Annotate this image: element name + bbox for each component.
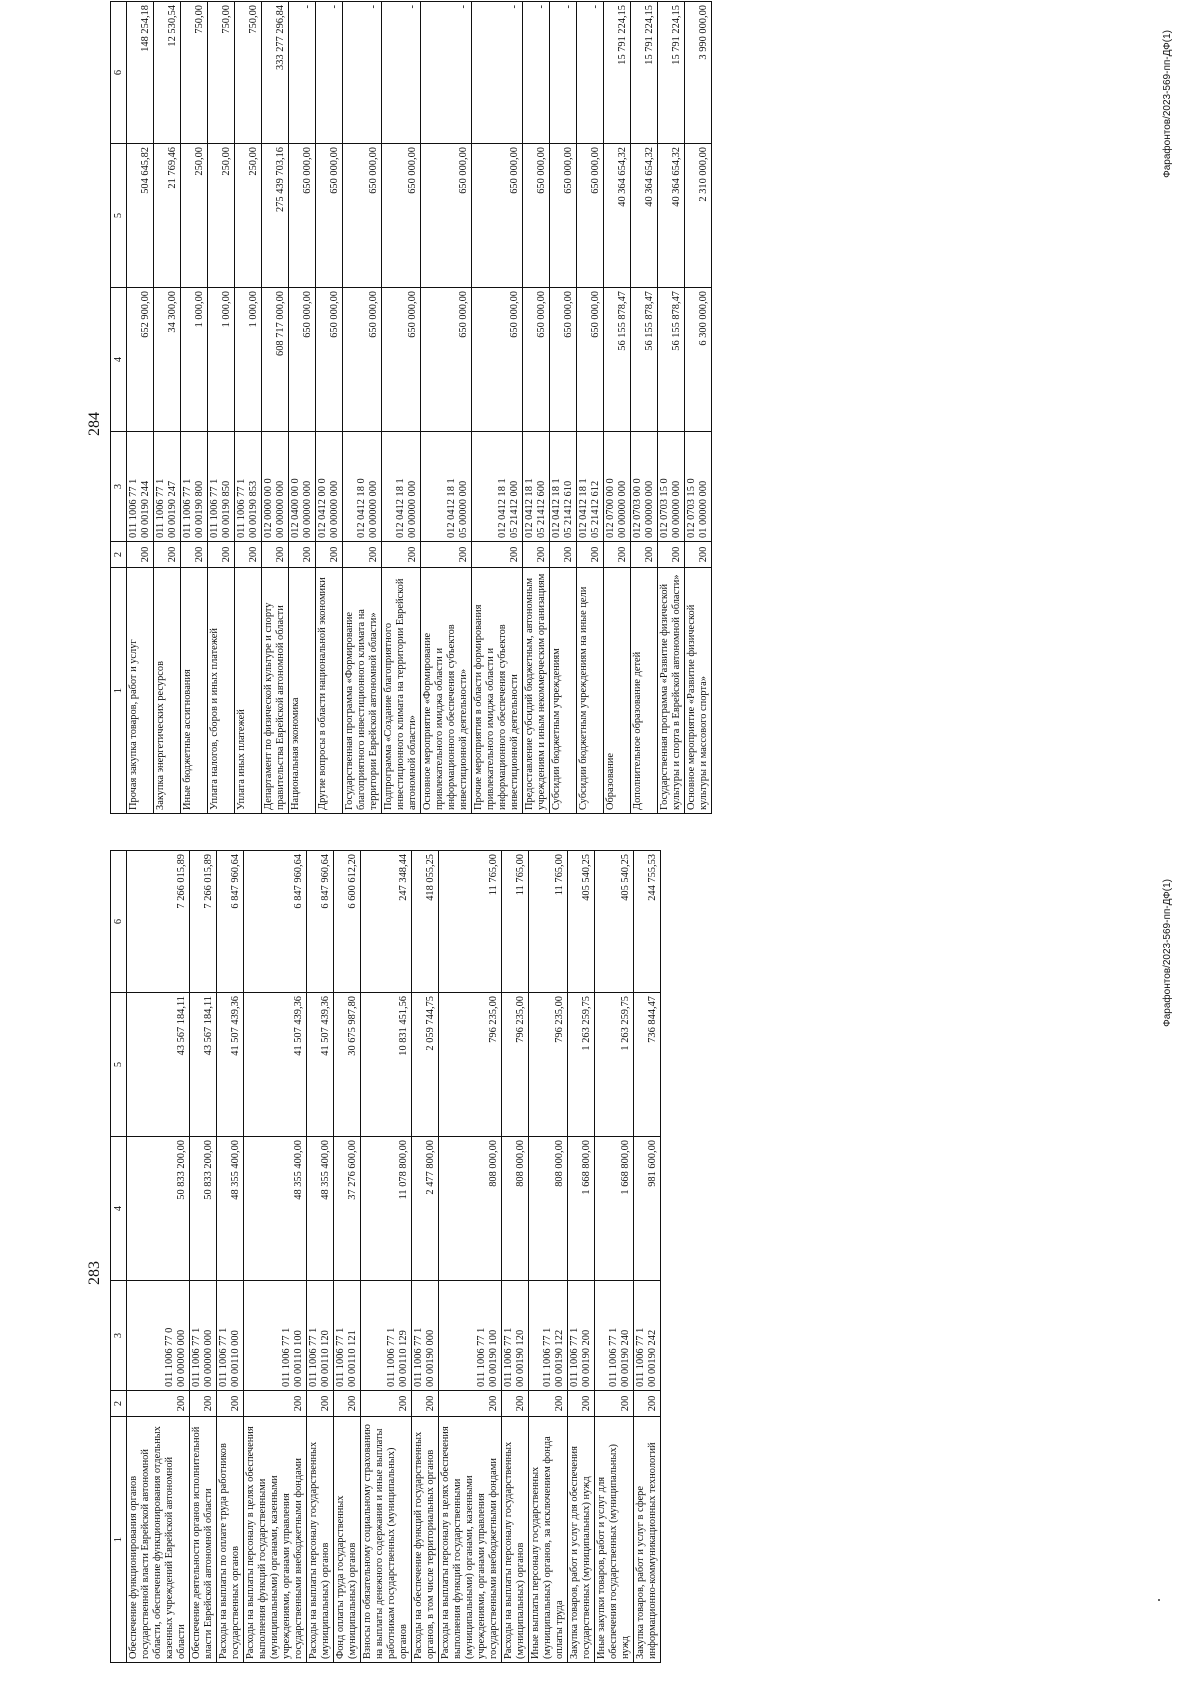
column-header: 3 [111, 1281, 127, 1391]
executed-amount: 650 000,00 [577, 144, 604, 288]
planned-amount: 808 000,00 [529, 1137, 568, 1281]
planned-amount: 650 000,00 [421, 288, 472, 432]
planned-amount: 652 900,00 [127, 288, 154, 432]
section-code: 200 [685, 542, 712, 568]
table-row [472, 2, 523, 814]
remaining-amount: - [472, 2, 523, 144]
budget-table [110, 1, 712, 814]
planned-amount: 48 355 400,00 [244, 1137, 307, 1281]
table-row [127, 851, 190, 1663]
page-number: 284 [86, 412, 103, 436]
expense-item-name: Уплата иных платежей [235, 568, 262, 814]
classification-code: 012 0412 18 1 05 21412 610 [550, 432, 577, 542]
expense-item-name: Расходы на выплаты персоналу в целях обеспечения выполнения функций государственными (муниципальными) органами, казенными учреждениями, органами управления государственными внебюджетными фондами [244, 1417, 307, 1663]
planned-amount: 50 833 200,00 [127, 1137, 190, 1281]
column-header: 2 [111, 1391, 127, 1417]
classification-code: 011 1006 77 1 00 00190 850 [208, 432, 235, 542]
classification-code: 012 0412 18 1 05 21412 600 [523, 432, 550, 542]
table-body [127, 851, 661, 1663]
executed-amount: 650 000,00 [472, 144, 523, 288]
remaining-amount: 6 600 612,20 [334, 851, 361, 993]
planned-amount: 2 477 800,00 [412, 1137, 439, 1281]
section-code: 200 [307, 1391, 334, 1417]
expense-item-name: Расходы на выплаты персоналу в целях обеспечения выполнения функций государственными (муниципальными) органами, казенными учреждениями, органами управления государственными внебюджетными фондами [439, 1417, 502, 1663]
expense-item-name: Иные бюджетные ассигнования [181, 568, 208, 814]
planned-amount: 650 000,00 [289, 288, 316, 432]
planned-amount: 37 276 600,00 [334, 1137, 361, 1281]
executed-amount: 43 567 184,11 [127, 993, 190, 1137]
table-row [658, 2, 685, 814]
classification-code: 011 1006 77 1 00 00190 247 [154, 432, 181, 542]
section-code: 200 [550, 542, 577, 568]
classification-code: 011 1006 77 1 00 00110 129 [361, 1281, 412, 1391]
expense-item-name: Государственная программа «Формирование благоприятного инвестиционного климата на территории Еврейской автономной области» [343, 568, 382, 814]
column-header: 6 [111, 2, 127, 144]
table-row [685, 2, 712, 814]
expense-item-name: Подпрограмма «Создание благоприятного инвестиционного климата на территории Еврейской автономной области» [382, 568, 421, 814]
column-header: 1 [111, 1417, 127, 1663]
table-row [550, 2, 577, 814]
table-row [634, 851, 661, 1663]
remaining-amount: 244 755,53 [634, 851, 661, 993]
table-row [439, 851, 502, 1663]
executed-amount: 1 263 259,75 [568, 993, 595, 1137]
executed-amount: 250,00 [235, 144, 262, 288]
table-row [595, 851, 634, 1663]
section-code: 200 [568, 1391, 595, 1417]
section-code: 200 [127, 542, 154, 568]
remaining-amount: 418 055,25 [412, 851, 439, 993]
planned-amount: 1 000,00 [181, 288, 208, 432]
section-code: 200 [523, 542, 550, 568]
expense-item-name: Обеспечение функционирования органов государственной власти Еврейской автономной области, обеспечение функционирования отдельных казенных учреждений Еврейской автономной области [127, 1417, 190, 1663]
executed-amount: 736 844,47 [634, 993, 661, 1137]
executed-amount: 40 364 654,32 [604, 144, 631, 288]
classification-code: 012 0703 00 0 00 00000 000 [631, 432, 658, 542]
remaining-amount: 333 277 296,84 [262, 2, 289, 144]
expense-item-name: Обеспечение деятельности органов исполнительной власти Еврейской автономной области [190, 1417, 217, 1663]
section-code: 200 [262, 542, 289, 568]
remaining-amount: 247 348,44 [361, 851, 412, 993]
document-footer: Фарафонтов/2023-569-пп-ДФ(1) [1162, 30, 1173, 178]
table-row [127, 2, 154, 814]
table-row [217, 851, 244, 1663]
planned-amount: 981 600,00 [634, 1137, 661, 1281]
classification-code: 012 0412 18 1 05 21412 000 [472, 432, 523, 542]
remaining-amount: 750,00 [235, 2, 262, 144]
planned-amount: 808 000,00 [502, 1137, 529, 1281]
page-number: 283 [86, 1261, 103, 1285]
table-row [244, 851, 307, 1663]
classification-code: 011 1006 77 1 00 00000 000 [190, 1281, 217, 1391]
section-code: 200 [595, 1391, 634, 1417]
remaining-amount: 7 266 015,89 [190, 851, 217, 993]
column-header: 2 [111, 542, 127, 568]
expense-item-name: Предоставление субсидий бюджетным, автономным учреждениям и иным некоммерческим организациям [523, 568, 550, 814]
expense-item-name: Основное мероприятие «Формирование привлекательного имиджа области и информационного обеспечения субъектов инвестиционной деятельности» [421, 568, 472, 814]
table-row [262, 2, 289, 814]
section-code: 200 [361, 1391, 412, 1417]
table-header [111, 2, 127, 814]
expense-item-name: Закупка товаров, работ и услуг для обеспечения государственных (муниципальных) нужд [568, 1417, 595, 1663]
column-header: 3 [111, 432, 127, 542]
classification-code: 011 1006 77 1 00 00110 120 [307, 1281, 334, 1391]
table-row [190, 851, 217, 1663]
expense-item-name: Другие вопросы в области национальной экономики [316, 568, 343, 814]
table-row [631, 2, 658, 814]
expense-item-name: Дополнительное образование детей [631, 568, 658, 814]
classification-code: 011 1006 77 1 00 00110 000 [217, 1281, 244, 1391]
expense-item-name: Государственная программа «Развитие физической культуры и спорта в Еврейской автономной области» [658, 568, 685, 814]
section-code: 200 [631, 542, 658, 568]
remaining-amount: 15 791 224,15 [631, 2, 658, 144]
executed-amount: 504 645,82 [127, 144, 154, 288]
remaining-amount: - [577, 2, 604, 144]
table-row [334, 851, 361, 1663]
planned-amount: 11 078 800,00 [361, 1137, 412, 1281]
classification-code: 011 1006 77 1 00 00190 120 [502, 1281, 529, 1391]
table-row [235, 2, 262, 814]
planned-amount: 56 155 878,47 [604, 288, 631, 432]
classification-code: 011 1006 77 1 00 00190 122 [529, 1281, 568, 1391]
remaining-amount: - [343, 2, 382, 144]
expense-item-name: Субсидии бюджетным учреждениям [550, 568, 577, 814]
table-row [181, 2, 208, 814]
executed-amount: 30 675 987,80 [334, 993, 361, 1137]
section-code: 200 [235, 542, 262, 568]
classification-code: 011 1006 77 1 00 00190 200 [568, 1281, 595, 1391]
section-code: 200 [412, 1391, 439, 1417]
section-code: 200 [439, 1391, 502, 1417]
classification-code: 011 1006 77 1 00 00190 800 [181, 432, 208, 542]
table-row [154, 2, 181, 814]
planned-amount: 1 000,00 [208, 288, 235, 432]
executed-amount: 41 507 439,36 [307, 993, 334, 1137]
remaining-amount: - [550, 2, 577, 144]
remaining-amount: 3 990 000,00 [685, 2, 712, 144]
planned-amount: 1 000,00 [235, 288, 262, 432]
expense-item-name: Иные закупки товаров, работ и услуг для обеспечения государственных (муниципальных) нужд [595, 1417, 634, 1663]
classification-code: 011 1006 77 1 00 00190 853 [235, 432, 262, 542]
executed-amount: 796 235,00 [439, 993, 502, 1137]
remaining-amount: - [316, 2, 343, 144]
executed-amount: 250,00 [181, 144, 208, 288]
table-row [412, 851, 439, 1663]
classification-code: 011 1006 77 0 00 00000 000 [127, 1281, 190, 1391]
page-left [0, 849, 1200, 1697]
section-code: 200 [154, 542, 181, 568]
table-row [577, 2, 604, 814]
table-row [382, 2, 421, 814]
section-code: 200 [190, 1391, 217, 1417]
remaining-amount: 11 765,00 [502, 851, 529, 993]
expense-item-name: Образование [604, 568, 631, 814]
expense-item-name: Уплата налогов, сборов и иных платежей [208, 568, 235, 814]
planned-amount: 6 300 000,00 [685, 288, 712, 432]
table-header [111, 851, 127, 1663]
section-code: 200 [208, 542, 235, 568]
expense-item-name: Прочая закупка товаров, работ и услуг [127, 568, 154, 814]
planned-amount: 50 833 200,00 [190, 1137, 217, 1281]
remaining-amount: 750,00 [208, 2, 235, 144]
executed-amount: 43 567 184,11 [190, 993, 217, 1137]
planned-amount: 650 000,00 [343, 288, 382, 432]
section-code: 200 [334, 1391, 361, 1417]
classification-code: 012 0412 18 1 05 00000 000 [421, 432, 472, 542]
planned-amount: 608 717 000,00 [262, 288, 289, 432]
table-row [361, 851, 412, 1663]
classification-code: 011 1006 77 1 00 00190 244 [127, 432, 154, 542]
remaining-amount: - [289, 2, 316, 144]
executed-amount: 41 507 439,36 [217, 993, 244, 1137]
expense-item-name: Департамент по физической культуре и спорту правительства Еврейской автономной области [262, 568, 289, 814]
section-code: 200 [658, 542, 685, 568]
expense-item-name: Прочие мероприятия в области формирования привлекательного имиджа области и информационного обеспечения субъектов инвестиционной деятельности [472, 568, 523, 814]
classification-code: 012 0000 00 0 00 00000 000 [262, 432, 289, 542]
remaining-amount: 15 791 224,15 [604, 2, 631, 144]
classification-code: 012 0412 18 1 00 00000 000 [382, 432, 421, 542]
expense-item-name: Закупка энергетических ресурсов [154, 568, 181, 814]
table-row [604, 2, 631, 814]
executed-amount: 10 831 451,56 [361, 993, 412, 1137]
section-code: 200 [634, 1391, 661, 1417]
table-row [421, 2, 472, 814]
remaining-amount: 6 847 960,64 [307, 851, 334, 993]
expense-item-name: Расходы на выплаты персоналу государственных (муниципальных) органов [307, 1417, 334, 1663]
classification-code: 012 0412 18 0 00 00000 000 [343, 432, 382, 542]
classification-code: 012 0703 15 0 01 00000 000 [685, 432, 712, 542]
table-row [307, 851, 334, 1663]
planned-amount: 34 300,00 [154, 288, 181, 432]
expense-item-name: Расходы на обеспечение функций государственных органов, в том числе территориальных органов [412, 1417, 439, 1663]
remaining-amount: 148 254,18 [127, 2, 154, 144]
expense-item-name: Взносы по обязательному социальному страхованию на выплаты денежного содержания и иные выплаты работникам государственных (муниципальных) органов [361, 1417, 412, 1663]
column-header: 1 [111, 568, 127, 814]
remaining-amount: 405 540,25 [595, 851, 634, 993]
scan-mark [1158, 1599, 1160, 1601]
section-code: 200 [604, 542, 631, 568]
remaining-amount: 6 847 960,64 [244, 851, 307, 993]
classification-code: 011 1006 77 1 00 00190 240 [595, 1281, 634, 1391]
planned-amount: 1 668 800,00 [568, 1137, 595, 1281]
planned-amount: 650 000,00 [523, 288, 550, 432]
section-code: 200 [472, 542, 523, 568]
remaining-amount: 405 540,25 [568, 851, 595, 993]
executed-amount: 2 059 744,75 [412, 993, 439, 1137]
executed-amount: 650 000,00 [421, 144, 472, 288]
table-row [343, 2, 382, 814]
budget-table [110, 850, 661, 1663]
planned-amount: 650 000,00 [382, 288, 421, 432]
executed-amount: 650 000,00 [289, 144, 316, 288]
remaining-amount: 11 765,00 [529, 851, 568, 993]
section-code: 200 [421, 542, 472, 568]
expense-item-name: Расходы на выплаты по оплате труда работников государственных органов [217, 1417, 244, 1663]
remaining-amount: - [382, 2, 421, 144]
section-code: 200 [181, 542, 208, 568]
expense-item-name: Национальная экономика [289, 568, 316, 814]
planned-amount: 56 155 878,47 [631, 288, 658, 432]
table-row [568, 851, 595, 1663]
executed-amount: 41 507 439,36 [244, 993, 307, 1137]
section-code: 200 [502, 1391, 529, 1417]
executed-amount: 21 769,46 [154, 144, 181, 288]
expense-item-name: Субсидии бюджетным учреждениям на иные цели [577, 568, 604, 814]
section-code: 200 [244, 1391, 307, 1417]
section-code: 200 [577, 542, 604, 568]
planned-amount: 650 000,00 [577, 288, 604, 432]
table-row [529, 851, 568, 1663]
executed-amount: 1 263 259,75 [595, 993, 634, 1137]
planned-amount: 650 000,00 [550, 288, 577, 432]
classification-code: 011 1006 77 1 00 00110 121 [334, 1281, 361, 1391]
remaining-amount: 6 847 960,64 [217, 851, 244, 993]
classification-code: 012 0703 15 0 00 00000 000 [658, 432, 685, 542]
section-code: 200 [382, 542, 421, 568]
executed-amount: 40 364 654,32 [631, 144, 658, 288]
executed-amount: 650 000,00 [550, 144, 577, 288]
planned-amount: 808 000,00 [439, 1137, 502, 1281]
column-header: 4 [111, 1137, 127, 1281]
section-code: 200 [217, 1391, 244, 1417]
remaining-amount: 12 530,54 [154, 2, 181, 144]
executed-amount: 650 000,00 [523, 144, 550, 288]
classification-code: 011 1006 77 1 00 00110 100 [244, 1281, 307, 1391]
executed-amount: 2 310 000,00 [685, 144, 712, 288]
executed-amount: 796 235,00 [502, 993, 529, 1137]
section-code: 200 [316, 542, 343, 568]
classification-code: 011 1006 77 1 00 00190 000 [412, 1281, 439, 1391]
expense-item-name: Основное мероприятие «Развитие физической культуры и массового спорта» [685, 568, 712, 814]
section-code: 200 [343, 542, 382, 568]
planned-amount: 48 355 400,00 [307, 1137, 334, 1281]
remaining-amount: - [523, 2, 550, 144]
expense-item-name: Расходы на выплаты персоналу государственных (муниципальных) органов [502, 1417, 529, 1663]
planned-amount: 650 000,00 [316, 288, 343, 432]
executed-amount: 796 235,00 [529, 993, 568, 1137]
planned-amount: 650 000,00 [472, 288, 523, 432]
column-header: 5 [111, 993, 127, 1137]
planned-amount: 56 155 878,47 [658, 288, 685, 432]
classification-code: 012 0412 18 1 05 21412 612 [577, 432, 604, 542]
expense-item-name: Фонд оплаты труда государственных (муниципальных) органов [334, 1417, 361, 1663]
executed-amount: 650 000,00 [316, 144, 343, 288]
section-code: 200 [289, 542, 316, 568]
table-row [289, 2, 316, 814]
classification-code: 012 0412 00 0 00 00000 000 [316, 432, 343, 542]
classification-code: 011 1006 77 1 00 00190 100 [439, 1281, 502, 1391]
remaining-amount: - [421, 2, 472, 144]
planned-amount: 1 668 800,00 [595, 1137, 634, 1281]
table-row [523, 2, 550, 814]
table-row [208, 2, 235, 814]
expense-item-name: Закупка товаров, работ и услуг в сфере информационно-коммуникационных технологий [634, 1417, 661, 1663]
classification-code: 012 0400 00 0 00 00000 000 [289, 432, 316, 542]
table-body [127, 2, 712, 814]
page-right [0, 0, 1200, 848]
document-footer: Фарафонтов/2023-569-пп-ДФ(1) [1162, 879, 1173, 1027]
executed-amount: 40 364 654,32 [658, 144, 685, 288]
classification-code: 012 0700 00 0 00 00000 000 [604, 432, 631, 542]
executed-amount: 250,00 [208, 144, 235, 288]
planned-amount: 48 355 400,00 [217, 1137, 244, 1281]
column-header: 6 [111, 851, 127, 993]
remaining-amount: 7 266 015,89 [127, 851, 190, 993]
remaining-amount: 11 765,00 [439, 851, 502, 993]
section-code: 200 [127, 1391, 190, 1417]
executed-amount: 650 000,00 [343, 144, 382, 288]
remaining-amount: 15 791 224,15 [658, 2, 685, 144]
classification-code: 011 1006 77 1 00 00190 242 [634, 1281, 661, 1391]
column-header: 4 [111, 288, 127, 432]
executed-amount: 650 000,00 [382, 144, 421, 288]
expense-item-name: Иные выплаты персоналу государственных (муниципальных) органов, за исключением фонда оплаты труда [529, 1417, 568, 1663]
table-row [502, 851, 529, 1663]
section-code: 200 [529, 1391, 568, 1417]
table-row [316, 2, 343, 814]
remaining-amount: 750,00 [181, 2, 208, 144]
column-header: 5 [111, 144, 127, 288]
executed-amount: 275 439 703,16 [262, 144, 289, 288]
